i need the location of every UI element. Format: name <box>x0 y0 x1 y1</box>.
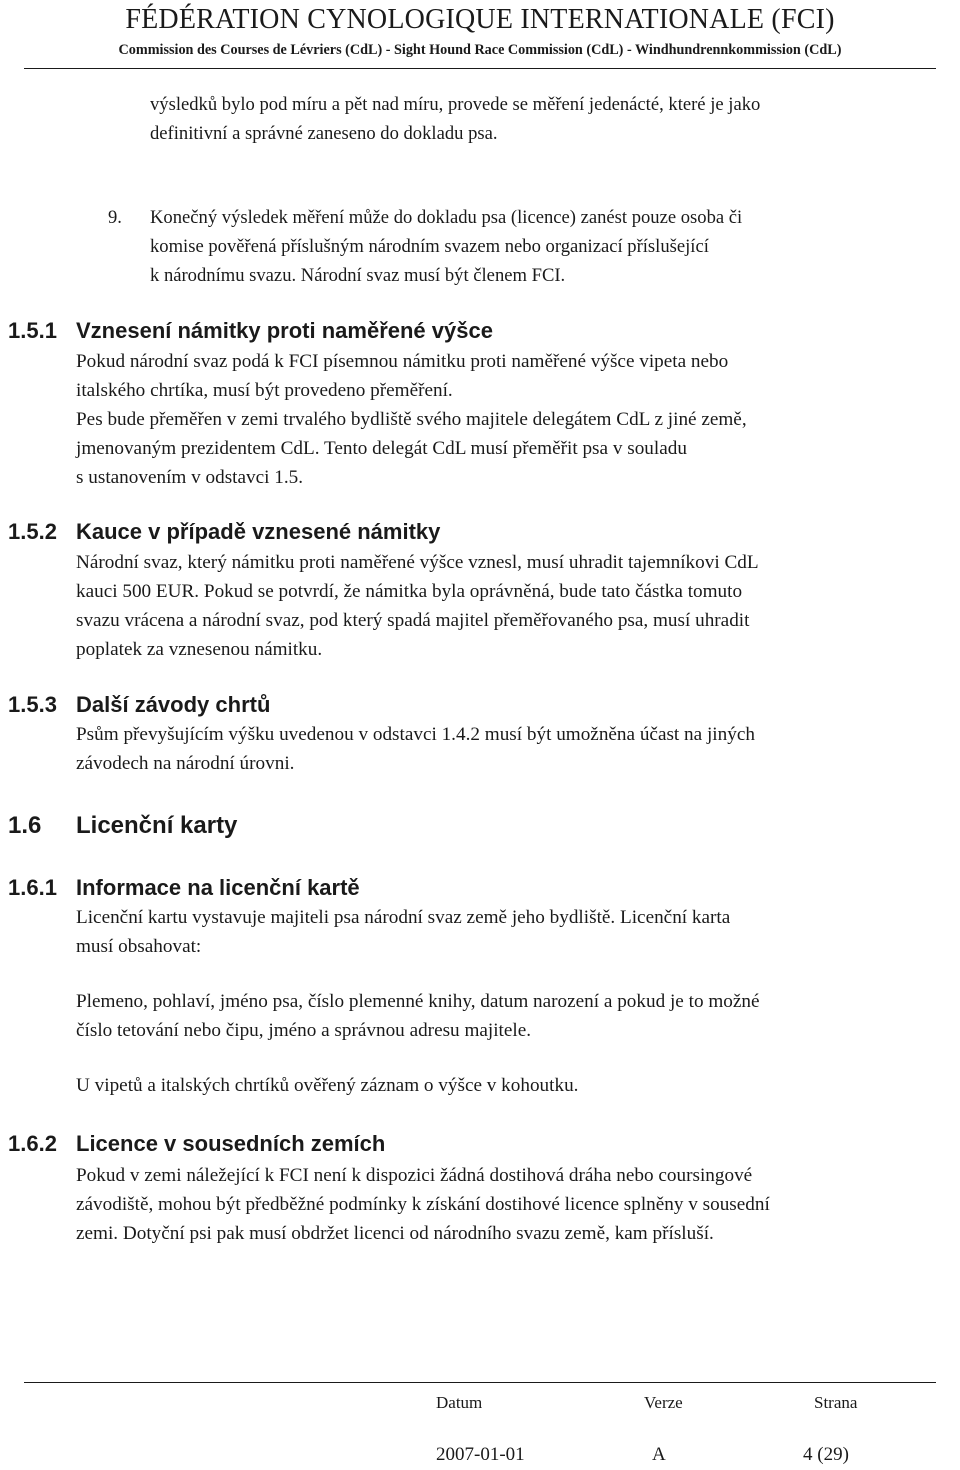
text-line: Pokud v zemi náležející k FCI není k dispozici žádná dostihová dráha nebo coursingové <box>76 1165 753 1186</box>
text-line: Pes bude přeměřen v zemi trvalého bydliště svého majitele delegátem CdL z jiné země, <box>76 409 747 430</box>
section-title: Licence v sousedních zemích <box>76 1131 386 1156</box>
section-number: 1.5.3 <box>8 692 57 717</box>
text-line: s ustanovením v odstavci 1.5. <box>76 467 304 488</box>
footer-version: A <box>652 1444 666 1465</box>
text-line: výsledků bylo pod míru a pět nad míru, provede se měření jedenácté, které je jako <box>150 94 761 115</box>
document-subtitle: Commission des Courses de Lévriers (CdL) - Sight Hound Race Commission (CdL) - Windhundrennkommission (CdL) <box>118 42 842 58</box>
footer-rule <box>24 1382 936 1383</box>
section-paragraph <box>76 987 759 1045</box>
section-number: 1.6.2 <box>8 1131 57 1156</box>
text-line: číslo tetování nebo čipu, jméno a správnou adresu majitele. <box>76 1020 532 1041</box>
text-line: Pokud národní svaz podá k FCI písemnou námitku proti naměřené výšce vipeta nebo <box>76 351 729 372</box>
section-title: Licenční karty <box>76 812 238 839</box>
text-line: definitivní a správné zaneseno do dokladu psa. <box>150 123 498 144</box>
text-line: Plemeno, pohlaví, jméno psa, číslo plemenné knihy, datum narození a pokud je to možné <box>76 991 760 1012</box>
text-line: kauci 500 EUR. Pokud se potvrdí, že námitka byla oprávněná, bude tato částka tomuto <box>76 581 743 602</box>
text-line: jmenovaným prezidentem CdL. Tento delegát CdL musí přeměřit psa v souladu <box>76 438 687 459</box>
section-title: Informace na licenční kartě <box>76 875 360 900</box>
section-paragraph <box>76 1071 578 1100</box>
text-line: Národní svaz, který námitku proti naměřené výšce vznesl, musí uhradit tajemníkovi CdL <box>76 552 759 573</box>
intro-paragraph <box>150 90 760 148</box>
text-line: komise pověřená příslušným národním svazem nebo organizací příslušející <box>150 236 709 257</box>
section-number: 1.5.1 <box>8 318 57 343</box>
section-number: 1.6 <box>8 812 42 839</box>
text-line: U vipetů a italských chrtíků ověřený záznam o výšce v kohoutku. <box>76 1075 579 1096</box>
section-body <box>76 548 759 664</box>
section-title: Další závody chrtů <box>76 692 271 717</box>
text-line: Psům převyšujícím výšku uvedenou v odstavci 1.4.2 musí být umožněna účast na jiných <box>76 724 755 745</box>
section-title: Vznesení námitky proti naměřené výšce <box>76 318 493 343</box>
text-line: závodech na národní úrovni. <box>76 753 295 774</box>
footer-date: 2007-01-01 <box>436 1444 525 1465</box>
text-line: Konečný výsledek měření může do dokladu psa (licence) zanést pouze osoba či <box>150 207 743 228</box>
text-line: k národnímu svazu. Národní svaz musí být členem FCI. <box>150 265 566 286</box>
footer-label-date: Datum <box>436 1393 483 1412</box>
text-line: poplatek za vznesenou námitku. <box>76 639 323 660</box>
text-line: závodiště, mohou být předběžné podmínky k získání dostihové licence splněny v sousední <box>76 1194 770 1215</box>
footer-page: 4 (29) <box>803 1444 849 1465</box>
header-rule <box>24 68 936 69</box>
text-line: Licenční kartu vystavuje majiteli psa národní svaz země jeho bydliště. Licenční karta <box>76 907 731 928</box>
list-item-number: 9. <box>108 207 122 228</box>
text-line: italského chrtíka, musí být provedeno přeměření. <box>76 380 453 401</box>
footer-label-page: Strana <box>814 1393 858 1412</box>
section-body <box>76 720 755 778</box>
text-line: musí obsahovat: <box>76 936 202 957</box>
section-body <box>76 1161 770 1248</box>
text-line: zemi. Dotyční psi pak musí obdržet licenci od národního svazu země, kam přísluší. <box>76 1223 714 1244</box>
text-line: svazu vrácena a národní svaz, pod který spadá majitel přeměřovaného psa, musí uhradit <box>76 610 750 631</box>
list-item-9 <box>150 203 742 290</box>
section-title: Kauce v případě vznesené námitky <box>76 519 441 544</box>
footer-label-version: Verze <box>644 1393 683 1412</box>
document-title: FÉDÉRATION CYNOLOGIQUE INTERNATIONALE (FCI) <box>125 4 835 35</box>
section-number: 1.5.2 <box>8 519 57 544</box>
section-body <box>76 903 730 961</box>
section-number: 1.6.1 <box>8 875 57 900</box>
section-body <box>76 347 747 492</box>
